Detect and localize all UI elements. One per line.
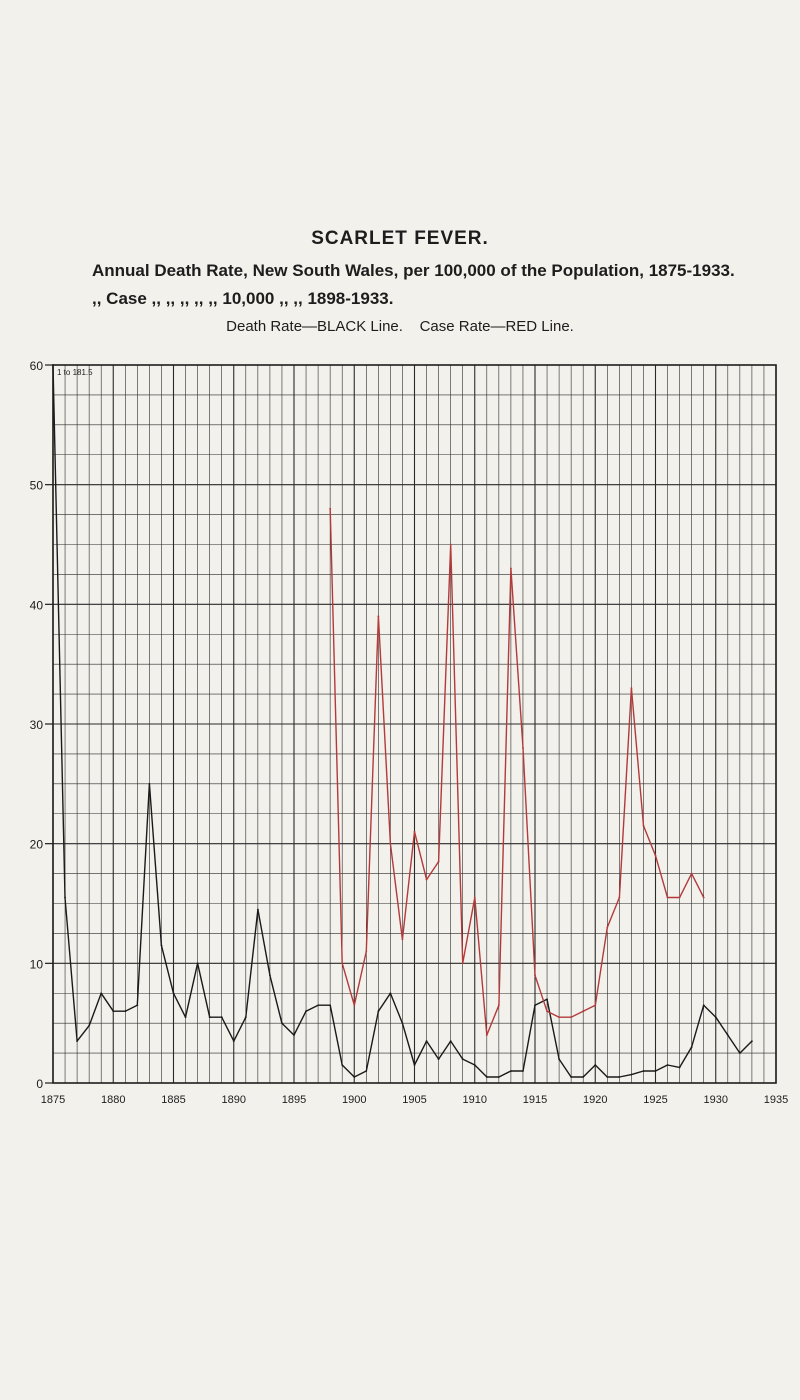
- x-tick-label: 1915: [522, 1094, 548, 1106]
- death-rate-point: [618, 1076, 620, 1078]
- x-tick-label: 1935: [763, 1094, 789, 1106]
- death-rate-point: [365, 1070, 367, 1072]
- death-rate-point: [414, 1064, 416, 1066]
- x-axis-ticks: [41, 1094, 788, 1106]
- y-tick-label: 30: [29, 718, 43, 732]
- subtitle-death-rate: Annual Death Rate, New South Wales, per 100,000 of the Population, 1875-1933.: [92, 261, 735, 280]
- x-tick-label: 1885: [161, 1094, 186, 1106]
- case-rate-point: [582, 1010, 584, 1012]
- case-rate-point: [329, 508, 331, 510]
- case-rate-point: [618, 897, 620, 899]
- death-rate-point: [112, 1010, 114, 1012]
- legend-line: Death Rate—BLACK Line. Case Rate—RED Line.: [226, 318, 574, 335]
- death-rate-point: [546, 998, 548, 1000]
- case-rate-point: [570, 1016, 572, 1018]
- case-rate-point: [691, 873, 693, 875]
- case-rate-point: [402, 939, 404, 941]
- y-tick-label: 40: [29, 598, 43, 613]
- y-tick-label: 20: [29, 837, 43, 852]
- death-rate-point: [474, 1064, 476, 1066]
- death-rate-point: [209, 1016, 211, 1018]
- case-rate-point: [546, 1010, 548, 1012]
- x-tick-label: 1875: [40, 1094, 66, 1106]
- death-rate-point: [52, 364, 54, 366]
- x-tick-label: 1930: [703, 1094, 728, 1106]
- case-rate-point: [679, 897, 681, 899]
- x-tick-label: 1890: [221, 1094, 246, 1106]
- death-rate-point: [498, 1076, 500, 1078]
- x-tick-label: 1910: [462, 1094, 487, 1106]
- case-rate-point: [450, 544, 452, 546]
- chart-title: SCARLET FEVER.: [311, 228, 489, 249]
- case-rate-point: [510, 568, 512, 570]
- case-rate-point: [667, 897, 669, 899]
- x-tick-label: 1880: [101, 1094, 126, 1106]
- y-tick-label: 50: [29, 478, 43, 493]
- case-rate-point: [534, 974, 536, 976]
- y-axis-ticks: [30, 359, 53, 1091]
- death-rate-point: [64, 897, 66, 899]
- case-rate-point: [341, 962, 343, 964]
- death-rate-point: [510, 1070, 512, 1072]
- death-rate-point: [317, 1004, 319, 1006]
- inset-label: [57, 368, 93, 377]
- death-rate-point: [341, 1064, 343, 1066]
- case-rate-point: [498, 1004, 500, 1006]
- case-rate-point: [631, 687, 633, 689]
- y-tick-label: 0: [36, 1077, 43, 1091]
- case-rate-point: [474, 897, 476, 899]
- case-rate-point: [594, 1004, 596, 1006]
- death-rate-point: [655, 1070, 657, 1072]
- death-rate-point: [245, 1016, 247, 1018]
- case-rate-point: [377, 615, 379, 617]
- death-rate-point: [534, 1004, 536, 1006]
- case-rate-series: [329, 508, 704, 1036]
- death-rate-point: [269, 974, 271, 976]
- death-rate-point: [149, 783, 151, 785]
- death-rate-point: [305, 1010, 307, 1012]
- death-rate-point: [739, 1052, 741, 1054]
- death-rate-point: [100, 992, 102, 994]
- inset-label-text: 1 to 181.5: [57, 368, 93, 377]
- death-rate-point: [582, 1076, 584, 1078]
- death-rate-point: [402, 1022, 404, 1024]
- death-rate-point: [136, 1004, 138, 1006]
- death-rate-point: [257, 909, 259, 911]
- case-rate-point: [353, 1004, 355, 1006]
- death-rate-point: [233, 1040, 235, 1042]
- case-rate-point: [703, 897, 705, 899]
- death-rate-point: [76, 1040, 78, 1042]
- case-rate-point: [390, 843, 392, 845]
- death-rate-point: [390, 992, 392, 994]
- case-rate-point: [462, 962, 464, 964]
- case-rate-point: [606, 927, 608, 929]
- death-rate-point: [703, 1004, 705, 1006]
- death-rate-point: [522, 1070, 524, 1072]
- case-rate-point: [558, 1016, 560, 1018]
- death-rate-point: [570, 1076, 572, 1078]
- death-rate-point: [667, 1064, 669, 1066]
- death-rate-point: [173, 992, 175, 994]
- death-rate-point: [558, 1058, 560, 1060]
- death-rate-point: [377, 1010, 379, 1012]
- death-rate-point: [679, 1067, 681, 1069]
- death-rate-point: [161, 944, 163, 946]
- y-tick-label: 10: [29, 957, 43, 972]
- death-rate-point: [88, 1025, 90, 1027]
- case-rate-point: [522, 747, 524, 749]
- case-rate-line: [330, 509, 704, 1036]
- death-rate-point: [594, 1064, 596, 1066]
- death-rate-point: [486, 1076, 488, 1078]
- death-rate-point: [643, 1070, 645, 1072]
- x-tick-label: 1925: [643, 1094, 668, 1106]
- x-tick-label: 1905: [402, 1094, 427, 1106]
- death-rate-point: [353, 1076, 355, 1078]
- case-rate-point: [438, 861, 440, 863]
- case-rate-point: [486, 1034, 488, 1036]
- death-rate-point: [751, 1040, 753, 1042]
- death-rate-point: [185, 1016, 187, 1018]
- scarlet-fever-chart: [0, 355, 800, 1115]
- death-rate-point: [450, 1040, 452, 1042]
- subtitle-case-rate: ,, Case ,, ,, ,, ,, ,, 10,000 ,, ,, 1898-1933.: [92, 289, 394, 308]
- death-rate-point: [221, 1016, 223, 1018]
- death-rate-point: [426, 1040, 428, 1042]
- death-rate-point: [631, 1074, 633, 1076]
- death-rate-point: [691, 1046, 693, 1048]
- death-rate-point: [281, 1022, 283, 1024]
- case-rate-point: [655, 855, 657, 857]
- death-rate-point: [606, 1076, 608, 1078]
- death-rate-point: [727, 1034, 729, 1036]
- death-rate-point: [462, 1058, 464, 1060]
- case-rate-point: [643, 825, 645, 827]
- case-rate-point: [426, 879, 428, 881]
- x-tick-label: 1900: [342, 1094, 367, 1106]
- death-rate-point: [293, 1034, 295, 1036]
- death-rate-point: [197, 962, 199, 964]
- death-rate-point: [124, 1010, 126, 1012]
- x-tick-label: 1920: [583, 1094, 608, 1106]
- x-tick-label: 1895: [281, 1094, 307, 1106]
- case-rate-point: [414, 831, 416, 833]
- death-rate-point: [329, 1004, 331, 1006]
- case-rate-point: [365, 950, 367, 952]
- death-rate-point: [715, 1016, 717, 1018]
- death-rate-point: [438, 1058, 440, 1060]
- y-tick-label: 60: [29, 359, 43, 373]
